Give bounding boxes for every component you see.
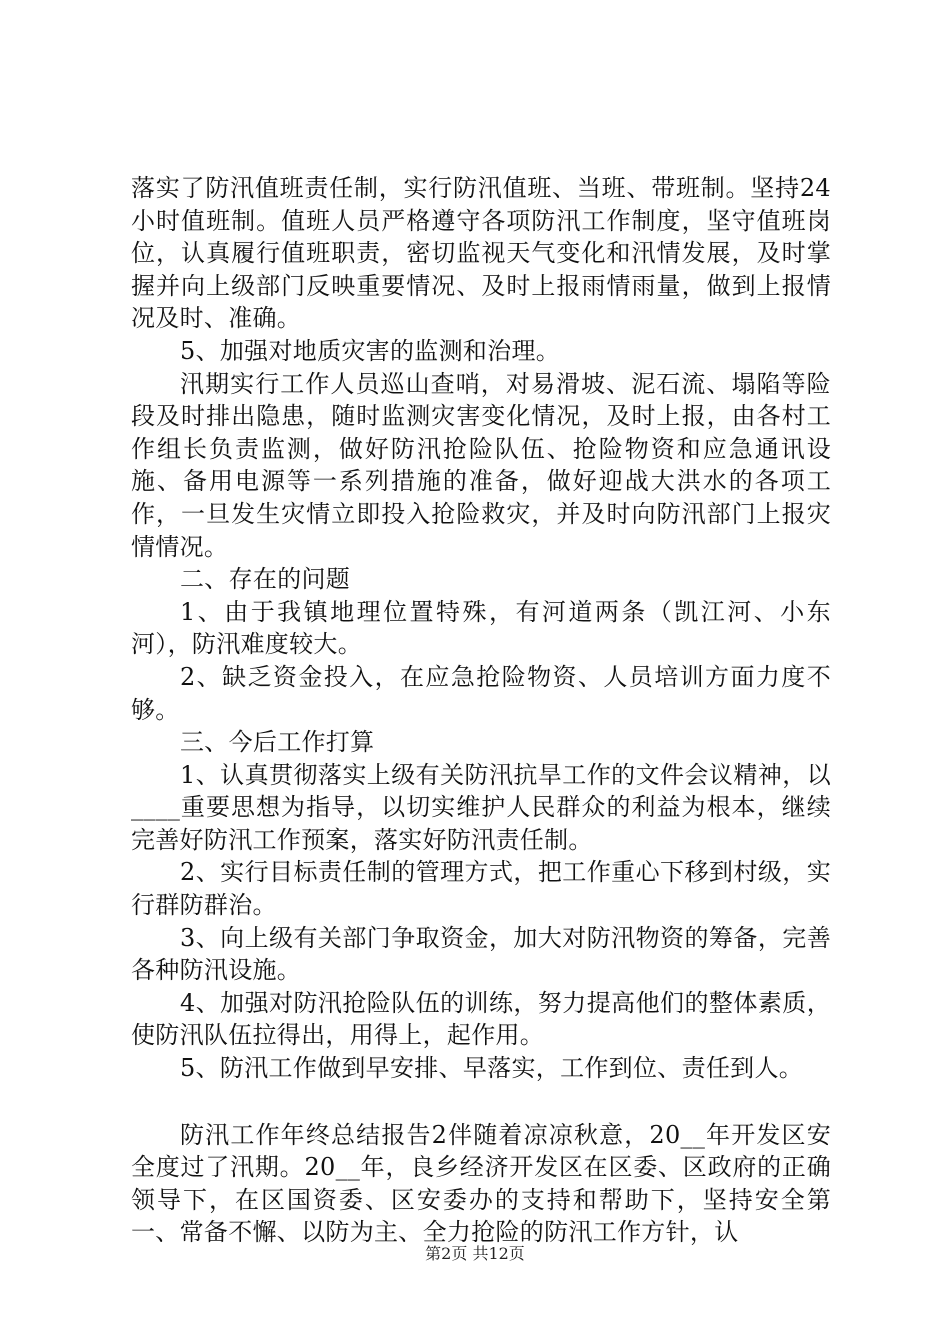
paragraph-geology-body: 汛期实行工作人员巡山查哨，对易滑坡、泥石流、塌陷等险段及时排出隐患，随时监测灾害变化情况，及时上报，由各村工作组长负责监测，做好防汛抢险队伍、抢险物资和应急通讯设施、备用电源等一系列措施的准备，做好迎战大洪水的各项工作，一旦发生灾情立即投入抢险救灾，并及时向防汛部门上报灾情情况。 (131, 369, 831, 561)
section-heading-plans: 三、今后工作打算 (180, 728, 375, 757)
paragraph-problem-2: 2、缺乏资金投入，在应急抢险物资、人员培训方面力度不够。 (131, 662, 831, 724)
paragraph-problem-1: 1、由于我镇地理位置特殊，有河道两条（凯江河、小东河），防汛难度较大。 (131, 597, 831, 659)
page-number-footer: 第2页 共12页 (425, 1244, 525, 1263)
paragraph-plan-2: 2、实行目标责任制的管理方式，把工作重心下移到村级，实行群防群治。 (131, 858, 831, 920)
paragraph-plan-3: 3、向上级有关部门争取资金，加大对防汛物资的筹备，完善各种防汛设施。 (131, 923, 831, 985)
section-heading-problems: 二、存在的问题 (180, 565, 351, 594)
paragraph-report-2-intro: 防汛工作年终总结报告2伴随着凉凉秋意，20__年开发区安全度过了汛期。20__年，良乡经济开发区在区委、区政府的正确领导下，在区国资委、区安委办的支持和帮助下，坚持安全第一、常备不懈、以防为主、全力抢险的防汛工作方针，认 (131, 1120, 831, 1247)
paragraph-duty-system: 落实了防汛值班责任制，实行防汛值班、当班、带班制。坚持24小时值班制。值班人员严格遵守各项防汛工作制度，坚守值班岗位，认真履行值班职责，密切监视天气变化和汛情发展，及时掌握并向上级部门反映重要情况、及时上报雨情雨量，做到上报情况及时、准确。 (131, 174, 831, 333)
paragraph-gap (131, 1085, 831, 1119)
paragraph-plan-5: 5、防汛工作做到早安排、早落实，工作到位、责任到人。 (180, 1054, 804, 1083)
paragraph-plan-1: 1、认真贯彻落实上级有关防汛抗旱工作的文件会议精神，以____重要思想为指导，以切实维护人民群众的利益为根本，继续完善好防汛工作预案，落实好防汛责任制。 (131, 760, 831, 854)
document-body (131, 172, 831, 1249)
paragraph-plan-4: 4、加强对防汛抢险队伍的训练，努力提高他们的整体素质，使防汛队伍拉得出，用得上，起作用。 (131, 988, 831, 1050)
paragraph-geology-heading: 5、加强对地质灾害的监测和治理。 (180, 336, 561, 365)
